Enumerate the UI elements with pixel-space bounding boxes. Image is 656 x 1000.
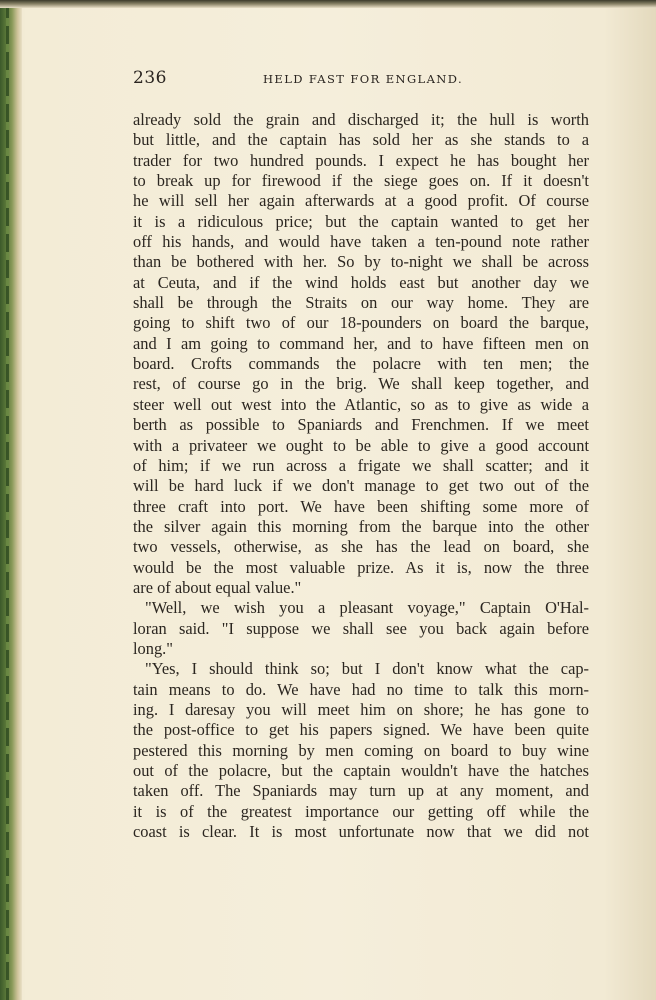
- body-text: [133, 110, 589, 842]
- text-line: but little, and the captain has sold her as she stands to a: [133, 130, 589, 150]
- running-title: HELD FAST FOR ENGLAND.: [262, 72, 464, 86]
- text-line: of him; if we run across a frigate we shall scatter; and it: [133, 455, 589, 475]
- text-line: already sold the grain and discharged it; the hull is worth: [133, 110, 589, 129]
- text-line: "Yes, I should think so; but I don't know what the cap-: [145, 659, 589, 679]
- text-line: the silver again this morning from the barque into the other: [133, 516, 589, 536]
- text-line: board. Crofts commands the polacre with ten men; the: [133, 354, 589, 374]
- text-line: it is of the greatest importance our getting off while the: [133, 801, 589, 821]
- text-line: to break up for firewood if the siege goes on. If it doesn't: [133, 171, 589, 191]
- text-line: "Well, we wish you a pleasant voyage," Captain O'Hal-: [145, 598, 589, 618]
- text-line: and I am going to command her, and to have fifteen men on: [133, 333, 589, 353]
- text-line: ing. I daresay you will meet him on shore; he has gone to: [133, 699, 589, 719]
- running-head: [133, 68, 593, 98]
- text-line: with a privateer we ought to be able to give a good account: [133, 435, 589, 455]
- text-line: out of the polacre, but the captain wouldn't have the hatches: [133, 761, 589, 780]
- text-line: off his hands, and would have taken a ten-pound note rather: [133, 232, 589, 252]
- text-line: two vessels, otherwise, as she has the lead on board, she: [133, 537, 589, 557]
- text-line: berth as possible to Spaniards and Frenchmen. If we meet: [133, 415, 589, 435]
- text-line: long.": [133, 638, 173, 658]
- text-line: at Ceuta, and if the wind holds east but another day we: [133, 272, 589, 292]
- page-top-edge: [0, 0, 656, 8]
- text-line: the post-office to get his papers signed. We have been quite: [133, 720, 589, 740]
- text-line: going to shift two of our 18-pounders on board the barque,: [133, 313, 589, 333]
- text-line: three craft into port. We have been shifting some more of: [133, 496, 589, 516]
- text-line: coast is clear. It is most unfortunate now that we did not: [133, 822, 589, 842]
- page-number: 236: [133, 68, 167, 88]
- text-line: it is a ridiculous price; but the captain wanted to get her: [133, 211, 589, 231]
- text-line: than be bothered with her. So by to-night we shall be across: [133, 252, 589, 272]
- binding-stitching: [6, 0, 9, 1000]
- text-line: pestered this morning by men coming on board to buy wine: [133, 740, 589, 760]
- text-line: are of about equal value.": [133, 577, 302, 597]
- text-line: will be hard luck if we don't manage to get two out of the: [133, 476, 589, 496]
- text-line: shall be through the Straits on our way home. They are: [133, 293, 589, 313]
- text-line: would be the most valuable prize. As it is, now the three: [133, 557, 589, 577]
- text-line: he will sell her again afterwards at a good profit. Of course: [133, 191, 589, 211]
- book-binding: [0, 0, 22, 1000]
- text-line: loran said. "I suppose we shall see you back again before: [133, 618, 589, 638]
- text-line: tain means to do. We have had no time to talk this morn-: [133, 679, 589, 699]
- text-line: trader for two hundred pounds. I expect he has bought her: [133, 150, 589, 170]
- text-line: rest, of course go in the brig. We shall keep together, and: [133, 374, 589, 394]
- text-line: steer well out west into the Atlantic, so as to give as wide a: [133, 394, 589, 414]
- text-line: taken off. The Spaniards may turn up at any moment, and: [133, 781, 589, 801]
